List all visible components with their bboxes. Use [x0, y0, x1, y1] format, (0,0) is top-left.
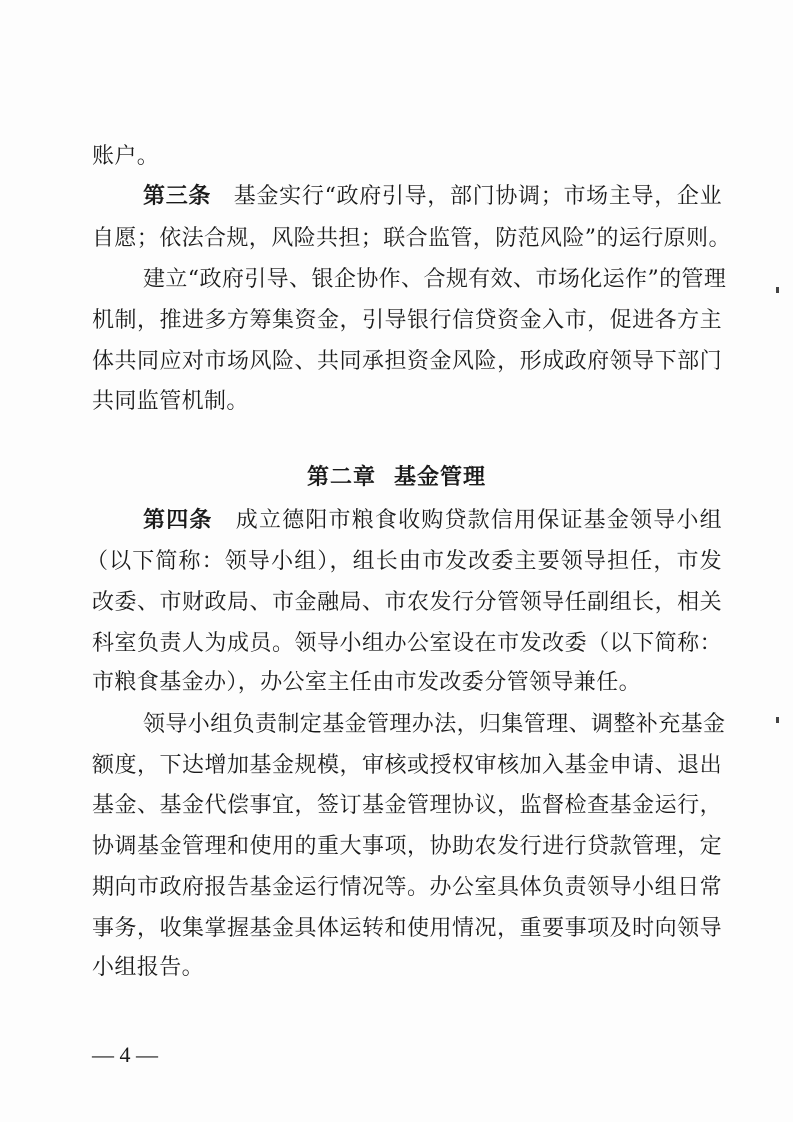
text-line [92, 832, 722, 862]
line-text: 改委、市财政局、市金融局、市农发行分管领导任副组长，相关 [92, 590, 722, 615]
text-line [92, 914, 722, 944]
text-line [92, 347, 722, 377]
text-line [92, 791, 722, 821]
scan-mark [776, 287, 779, 293]
chapter-number: 第二章 [306, 465, 376, 490]
article-label: 第四条 [143, 508, 213, 533]
text-line [92, 751, 722, 781]
line-text: 建立“政府引导、银企协作、合规有效、市场化运作”的管理 [143, 267, 727, 292]
line-text: 额度，下达增加基金规模，审核或授权审核加入基金申请、退出 [92, 753, 722, 778]
text-line [143, 710, 726, 740]
line-text: 机制，推进多方筹集资金，引导银行信贷资金入市，促进各方主 [92, 308, 722, 333]
text-line [86, 547, 722, 577]
text-line [92, 668, 722, 698]
text-line [92, 588, 722, 618]
line-text: 基金实行“政府引导，部门协调；市场主导，企业 [211, 184, 723, 209]
line-text: 事务，收集掌握基金具体运转和使用情况，重要事项及时向领导 [92, 916, 722, 941]
text-line [92, 873, 722, 903]
line-text: 领导小组负责制定基金管理办法，归集管理、调整补充基金 [143, 712, 726, 737]
line-text: 期向市政府报告基金运行情况等。办公室具体负责领导小组日常 [92, 875, 722, 900]
text-line [92, 306, 722, 336]
page-number: — 4 — [92, 1042, 158, 1067]
line-text: 基金、基金代偿事宜，签订基金管理协议，监督检查基金运行， [92, 793, 722, 818]
chapter-heading [0, 463, 793, 493]
line-text: （以下简称：领导小组），组长由市发改委主要领导担任，市发 [86, 549, 722, 574]
chapter-title: 基金管理 [394, 465, 487, 490]
article-3-line [143, 182, 722, 212]
text-line [92, 387, 722, 417]
line-text: 共同监管机制。 [92, 389, 249, 414]
line-text: 体共同应对市场风险、共同承担资金风险，形成政府领导下部门 [92, 349, 722, 374]
text-line [143, 265, 727, 295]
article-label: 第三条 [143, 184, 212, 209]
text-line [92, 142, 722, 172]
text-line [92, 953, 722, 983]
line-text: 小组报告。 [92, 955, 205, 980]
line-text: 账户。 [92, 144, 160, 169]
text-line [92, 629, 722, 659]
text-line [92, 224, 731, 254]
scan-mark [776, 717, 779, 723]
line-text: 成立德阳市粮食收购贷款信用保证基金领导小组 [212, 508, 722, 533]
line-text: 市粮食基金办），办公室主任由市发改委分管领导兼任。 [92, 670, 642, 695]
line-text: 自愿；依法合规，风险共担；联合监管，防范风险”的运行原则。 [92, 226, 731, 251]
article-4-line [143, 506, 722, 536]
line-text: 科室负责人为成员。领导小组办公室设在市发改委（以下简称： [92, 631, 722, 656]
line-text: 协调基金管理和使用的重大事项，协助农发行进行贷款管理，定 [92, 834, 722, 859]
